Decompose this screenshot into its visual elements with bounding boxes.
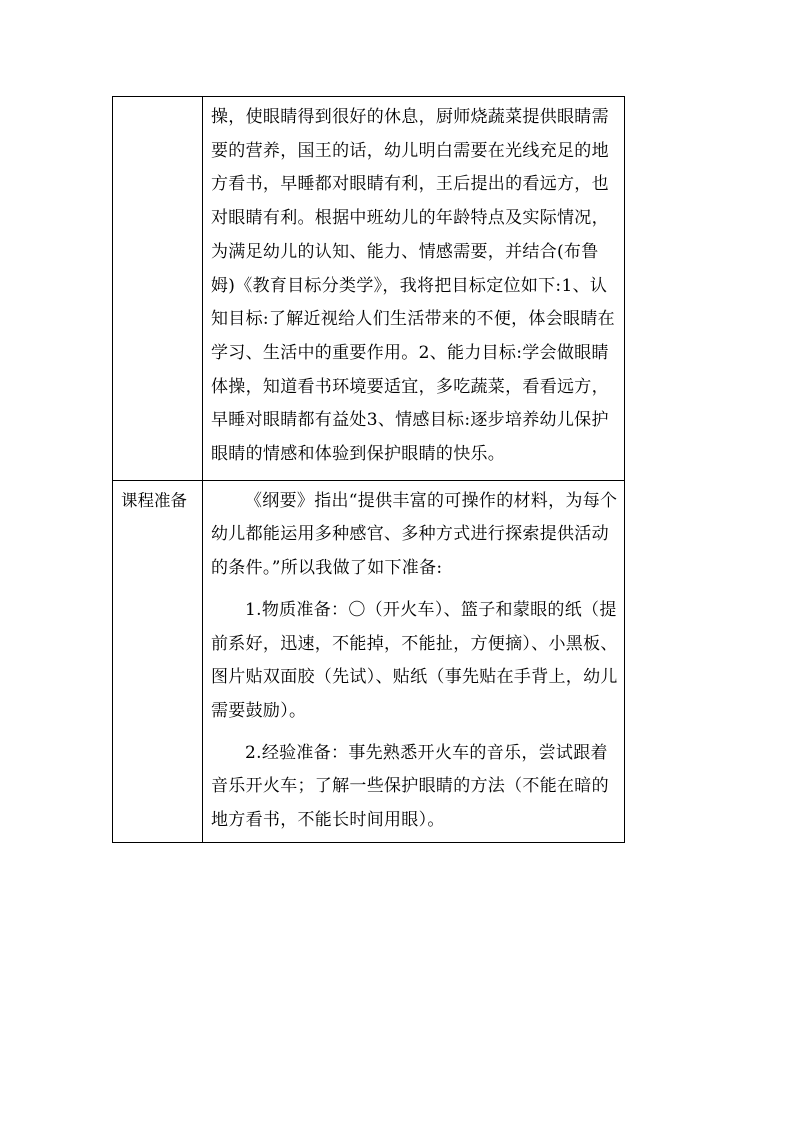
table-row <box>113 97 625 481</box>
objectives-paragraph: 操，使眼睛得到很好的休息，厨师烧蔬菜提供眼睛需要的营养，国王的话，幼儿明白需要在光线充足的地方看书，早睡都对眼睛有利，王后提出的看远方，也对眼睛有利。根据中班幼儿的年龄特点及实际情况，为满足幼儿的认知、能力、情感需要，并结合(布鲁姆)《教育目标分类学》，我将把目标定位如下:1、认知目标:了解近视给人们生活带来的不便，体会眼睛在学习、生活中的重要作用。2、能力目标:学会做眼睛体操，知道看书环境要适宜，多吃蔬菜，看看远方，早睡对眼睛都有益处3、情感目标:逐步培养幼儿保护眼睛的情感和体验到保护眼睛的快乐。 <box>211 107 615 465</box>
preparation-intro: 《纲要》指出“提供丰富的可操作的材料，为每个幼儿都能运用多种感官、多种方式进行探索提供活动的条件。”所以我做了如下准备: <box>211 490 618 579</box>
table-row <box>113 480 625 842</box>
row-content-cell <box>203 480 625 842</box>
row-label: 课程准备 <box>121 490 187 510</box>
lesson-plan-table <box>112 96 625 843</box>
experience-preparation: 2.经验准备：事先熟悉开火车的音乐，尝试跟着音乐开火车；了解一些保护眼睛的方法（不能在暗的地方看书，不能长时间用眼）。 <box>211 742 609 831</box>
row-label-cell <box>113 97 203 481</box>
row-content-cell <box>203 97 625 481</box>
row-label-cell <box>113 480 203 842</box>
material-preparation: 1.物质准备：〇（开火车）、篮子和蒙眼的纸（提前系好，迅速，不能掉，不能扯，方便摘）、小黑板、图片贴双面胶（先试）、贴纸（事先贴在手背上，幼儿需要鼓励）。 <box>211 599 618 721</box>
